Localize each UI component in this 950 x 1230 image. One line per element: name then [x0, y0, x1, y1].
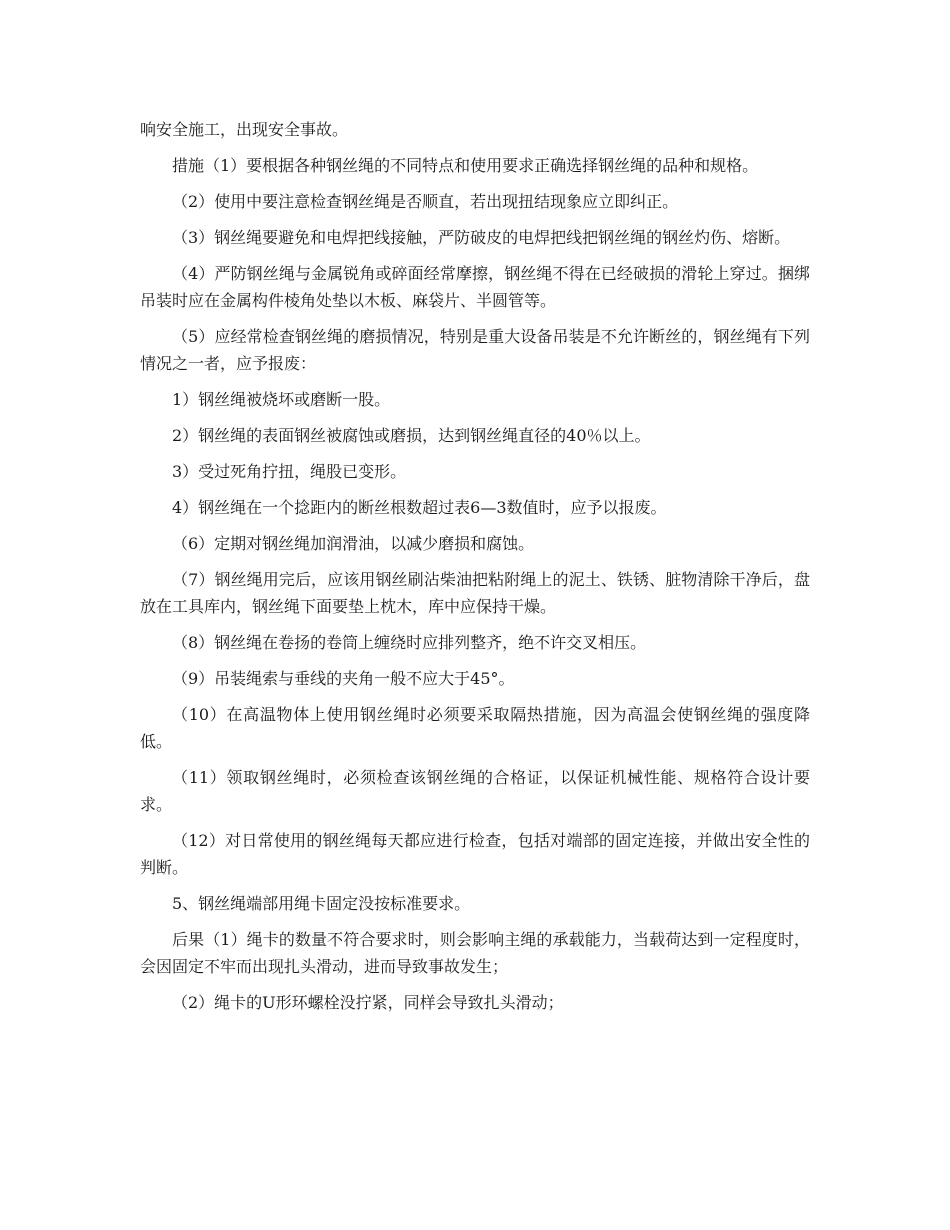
- paragraph: （2）绳卡的U形环螺栓没拧紧，同样会导致扎头滑动；: [172, 993, 564, 1012]
- paragraph: （5）应经常检查钢丝绳的磨损情况，特别是重大设备吊装是不允许断丝的，钢丝绳有下列情况之一者，应予报废：: [140, 327, 810, 373]
- paragraph: （7）钢丝绳用完后，应该用钢丝刷沾柴油把粘附绳上的泥土、铁锈、脏物清除干净后，盘放在工具库内，钢丝绳下面要垫上枕木，库中应保持干燥。: [140, 570, 810, 616]
- paragraph: （2）使用中要注意检查钢丝绳是否顺直，若出现扭结现象应立即纠正。: [172, 192, 679, 211]
- paragraph: （9）吊装绳索与垂线的夹角一般不应大于45°。: [172, 669, 515, 688]
- list-item: 1）钢丝绳被烧坏或磨断一股。: [172, 390, 391, 409]
- paragraph: 响安全施工，出现安全事故。: [140, 120, 349, 139]
- list-item: 3）受过死角拧扭，绳股已变形。: [172, 462, 407, 481]
- document-page: [140, 116, 810, 1016]
- list-item: 4）钢丝绳在一个捻距内的断丝根数超过表6—3数值时，应予以报废。: [172, 498, 667, 517]
- paragraph: （11）领取钢丝绳时，必须检查该钢丝绳的合格证，以保证机械性能、规格符合设计要求。: [140, 768, 810, 814]
- paragraph: （4）严防钢丝绳与金属锐角或碎面经常摩擦，钢丝绳不得在已经破损的滑轮上穿过。捆绑吊装时应在金属构件棱角处垫以木板、麻袋片、半圆管等。: [140, 264, 810, 310]
- section-heading: 5、钢丝绳端部用绳卡固定没按标准要求。: [172, 894, 471, 913]
- paragraph: （10）在高温物体上使用钢丝绳时必须要采取隔热措施，因为高温会使钢丝绳的强度降低。: [140, 705, 810, 751]
- paragraph: （3）钢丝绳要避免和电焊把线接触，严防破皮的电焊把线把钢丝绳的钢丝灼伤、熔断。: [172, 228, 791, 247]
- paragraph: （12）对日常使用的钢丝绳每天都应进行检查，包括对端部的固定连接，并做出安全性的判断。: [140, 831, 810, 877]
- paragraph: 后果（1）绳卡的数量不符合要求时，则会影响主绳的承载能力，当载荷达到一定程度时，会因固定不牢而出现扎头滑动，进而导致事故发生；: [140, 930, 810, 976]
- list-item: 2）钢丝绳的表面钢丝被腐蚀或磨损，达到钢丝绳直径的40％以上。: [172, 426, 651, 445]
- paragraph: 措施（1）要根据各种钢丝绳的不同特点和使用要求正确选择钢丝绳的品种和规格。: [172, 156, 759, 175]
- paragraph: （8）钢丝绳在卷扬的卷筒上缠绕时应排列整齐，绝不许交叉相压。: [172, 633, 647, 652]
- paragraph: （6）定期对钢丝绳加润滑油，以减少磨损和腐蚀。: [172, 534, 535, 553]
